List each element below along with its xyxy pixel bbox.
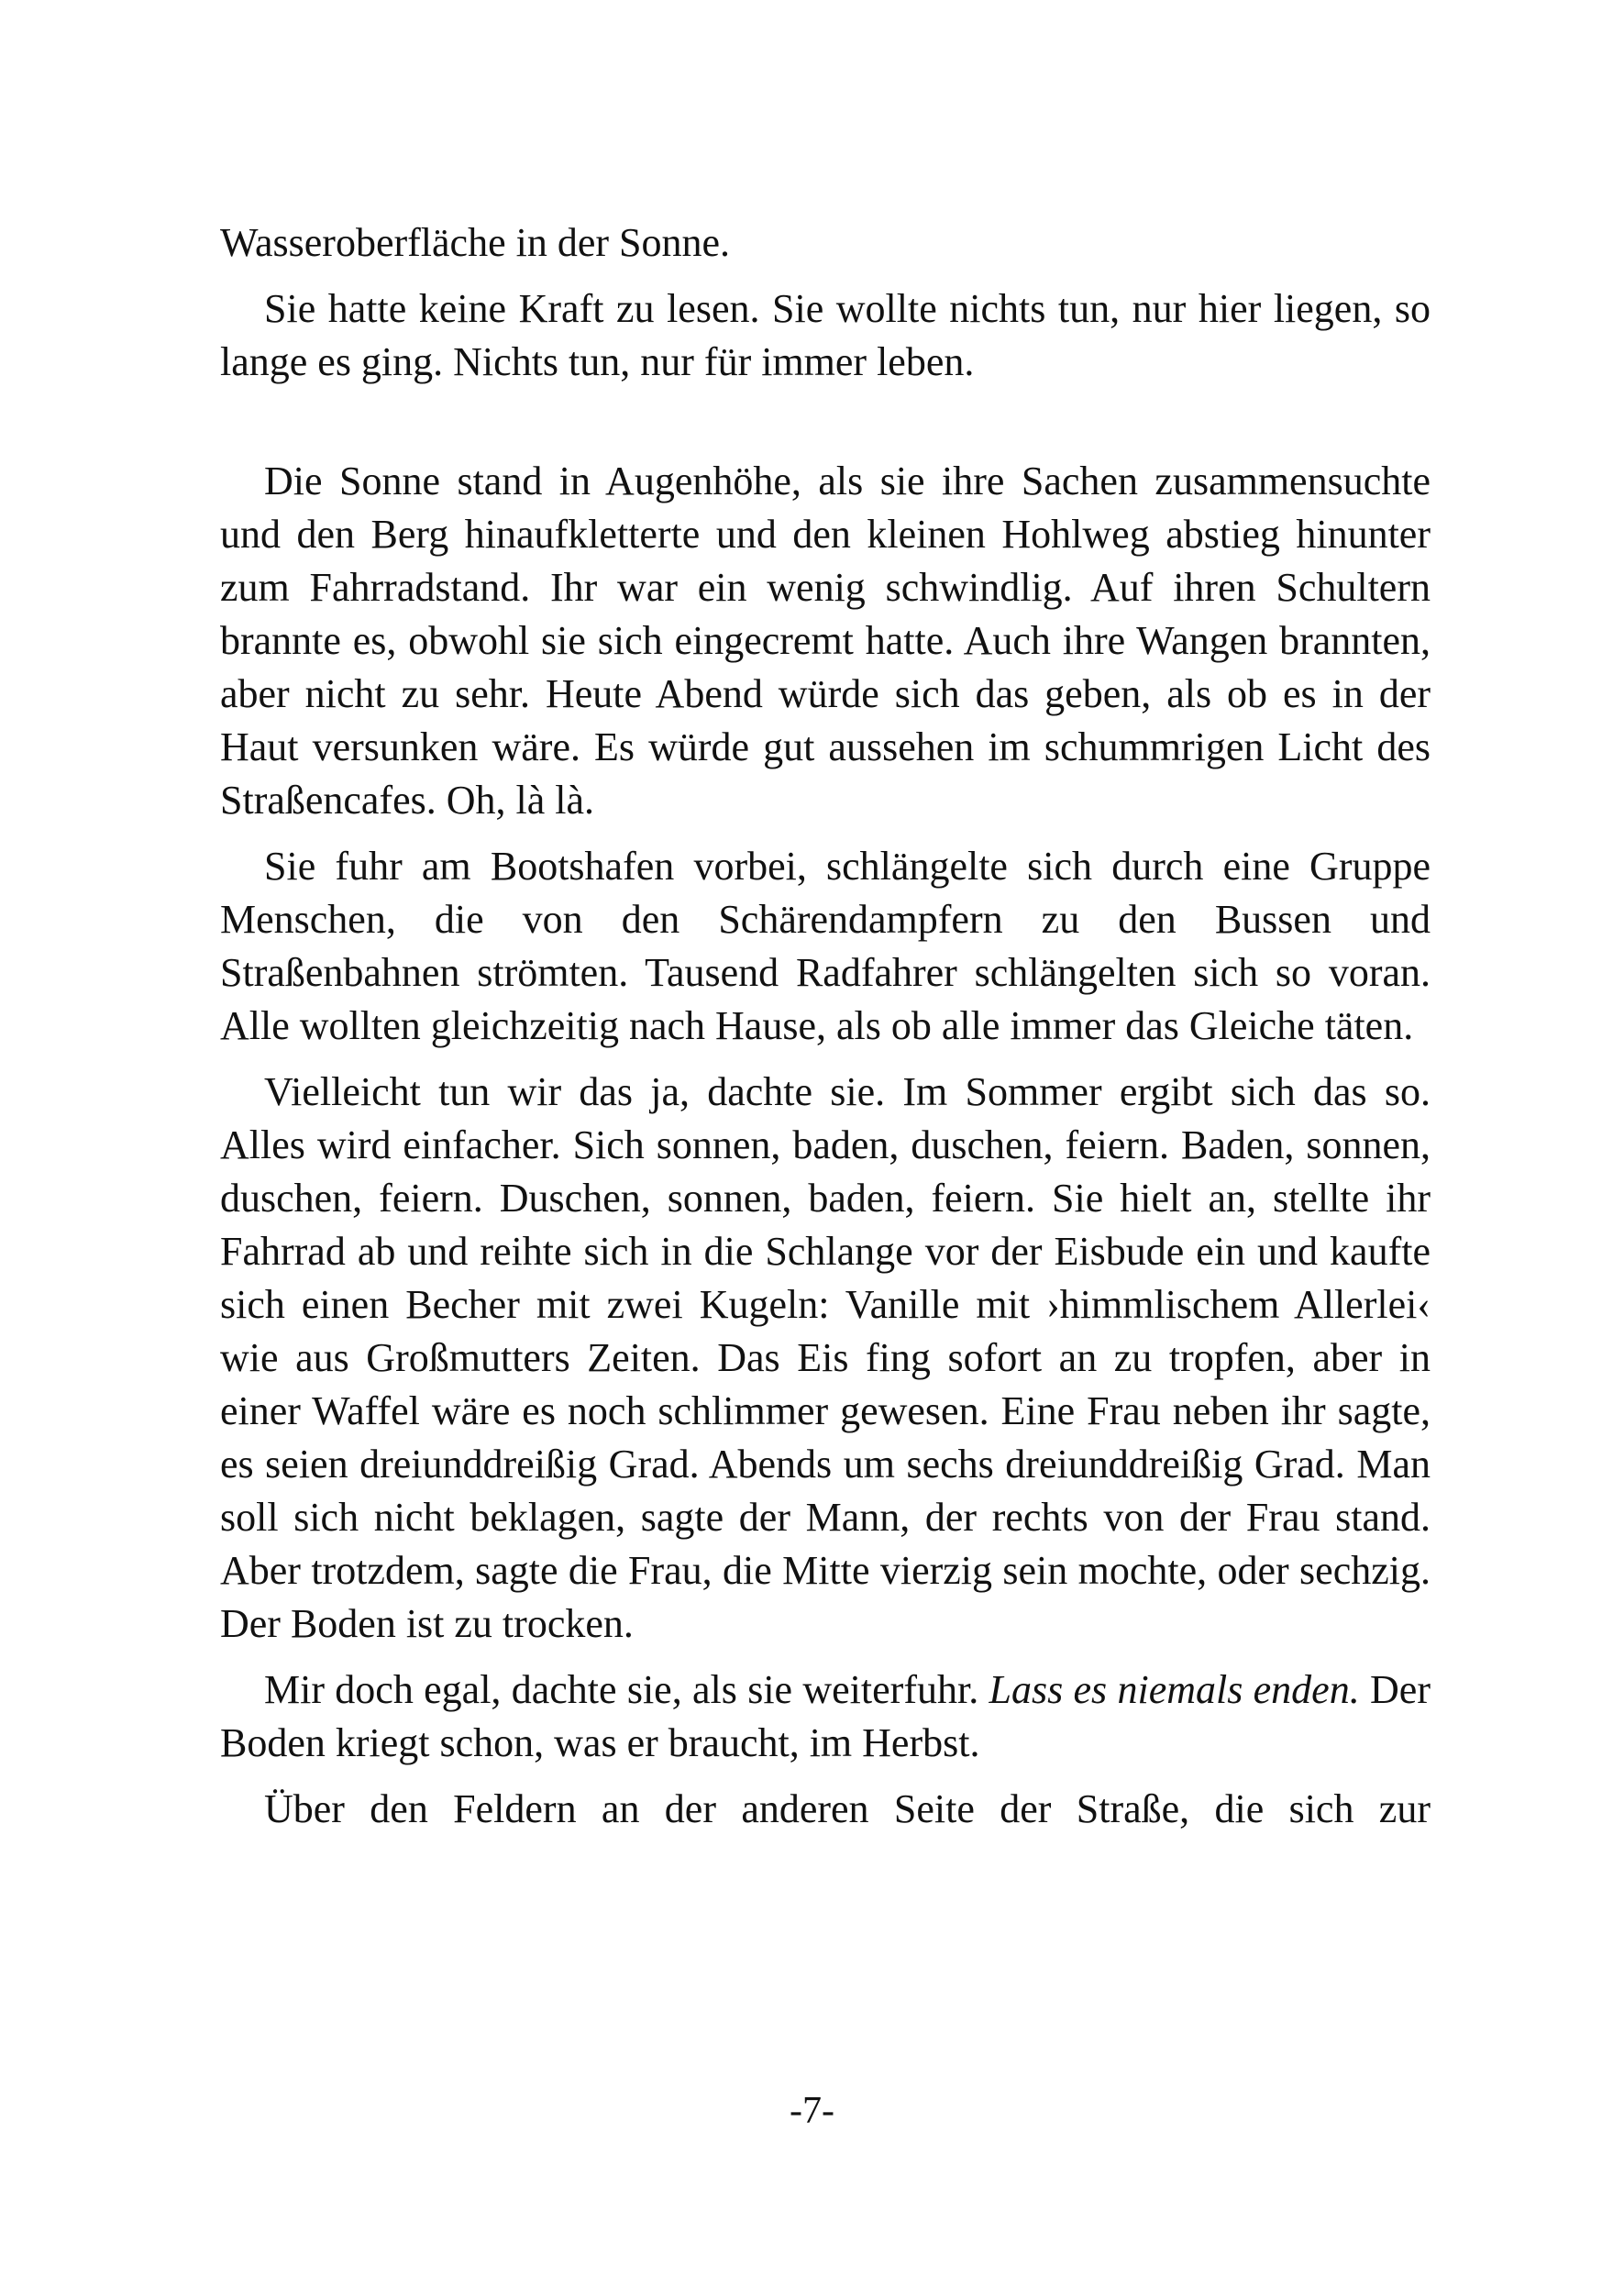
paragraph-truncated: Über den Feldern an der anderen Seite der Straße, die sich zur — [264, 1786, 1431, 1831]
paragraph: Sie fuhr am Bootshafen vorbei, schlängelte sich durch eine Gruppe Menschen, die von den Schärendampfern zu den Bussen und Straßenbahnen strömten. Tausend Radfahrer schlängelten sich so voran. Alle wollten gleichzeitig nach Hause, als ob alle immer das Gleiche täten. — [220, 844, 1431, 1048]
paragraph-continuation: Wasseroberfläche in der Sonne. — [220, 220, 731, 265]
paragraph: Vielleicht tun wir das ja, dachte sie. Im Sommer ergibt sich das so. Alles wird einfacher. Sich sonnen, baden, duschen, feiern. Baden, sonnen, duschen, feiern. Duschen, sonnen, baden, feiern. Sie hielt an, stellte ihr Fahrrad ab und reihte sich in die Schlange vor der Eisbude ein und kaufte sich einen Becher mit zwei Kugeln: Vanille mit ›himmlischem Allerlei‹ wie aus Großmutters Zeiten. Das Eis fing sofort an zu tropfen, aber in einer Waffel wäre es noch schlimmer gewesen. Eine Frau neben ihr sagte, es seien dreiunddreißig Grad. Abends um sechs dreiunddreißig Grad. Man soll sich nicht beklagen, sagte der Mann, der rechts von der Frau stand. Aber trotzdem, sagte die Frau, die Mitte vierzig sein mochte, oder sechzig. Der Boden ist zu trocken. — [220, 1069, 1431, 1646]
paragraph-with-italic — [220, 1664, 1431, 1770]
paragraph: Sie hatte keine Kraft zu lesen. Sie wollte nichts tun, nur hier liegen, so lange es ging. Nichts tun, nur für immer leben. — [220, 286, 1431, 384]
body-text — [220, 216, 1431, 1849]
paragraph: Die Sonne stand in Augenhöhe, als sie ihre Sachen zusammensuchte und den Berg hinaufkletterte und den kleinen Hohlweg abstieg hinunter zum Fahrradstand. Ihr war ein wenig schwindlig. Auf ihren Schultern brannte es, obwohl sie sich eingecremt hatte. Auch ihre Wangen brannten, aber nicht zu sehr. Heute Abend würde sich das geben, als ob es in der Haut versunken wäre. Es würde gut aussehen im schummrigen Licht des Straßencafes. Oh, là là. — [220, 459, 1431, 823]
text-run: Mir doch egal, dachte sie, als sie weiterfuhr. — [264, 1667, 989, 1712]
text-run: Der Boden kriegt schon, was er braucht, im Herbst. — [220, 1667, 1431, 1765]
italic-phrase: Lass es niemals enden. — [989, 1667, 1360, 1712]
page-number: -7- — [790, 2090, 834, 2132]
